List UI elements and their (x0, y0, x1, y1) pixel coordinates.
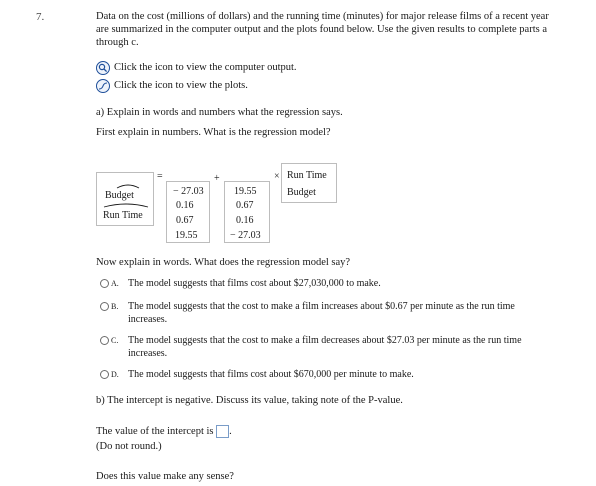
dropdown-option[interactable]: 0.16 (236, 215, 254, 226)
choice-b[interactable] (100, 300, 550, 326)
dropdown-option[interactable]: − 27.03 (173, 186, 204, 197)
dropdown-option[interactable]: 0.67 (236, 200, 254, 211)
choice-text: The model suggests that the cost to make a film decreases about $27.03 per minute as the run time increases. (128, 335, 522, 359)
intercept-dropdown[interactable] (166, 181, 210, 243)
dropdown-option[interactable]: − 27.03 (230, 230, 261, 241)
computer-output-link[interactable] (96, 61, 297, 75)
dropdown-option[interactable]: 19.55 (175, 230, 198, 241)
chart-curve-icon[interactable] (96, 79, 110, 93)
equals-sign: = (157, 171, 163, 182)
choice-text: The model suggests that films cost about $670,000 per minute to make. (128, 369, 414, 380)
intercept-answer-row (96, 425, 232, 439)
words-prompt: Now explain in words. What does the regression model say? (96, 257, 351, 268)
choice-letter: D. (111, 370, 119, 379)
sense-prompt: Does this value make any sense? (96, 471, 234, 482)
radio-button[interactable] (100, 279, 109, 288)
radio-button[interactable] (100, 370, 109, 379)
response-variable-dropdown[interactable] (96, 172, 154, 226)
choice-d[interactable] (100, 368, 550, 381)
magnifier-icon[interactable] (96, 61, 110, 75)
question-intro: Data on the cost (millions of dollars) and the running time (minutes) for major release films of a recent year are summarized in the computer output and the plots found below. Use the given results to complete parts a through c. (96, 11, 549, 48)
plots-link-label[interactable]: Click the icon to view the plots. (114, 80, 248, 92)
part-b-heading: b) The intercept is negative. Discuss its value, taking note of the P-value. (96, 395, 403, 406)
choice-text: The model suggests that the cost to make a film increases about $0.67 per minute as the run time increases. (128, 301, 515, 325)
computer-output-link-label[interactable]: Click the icon to view the computer output. (114, 62, 297, 74)
predictor-variable-dropdown[interactable] (281, 163, 337, 203)
numbers-prompt: First explain in numbers. What is the regression model? (96, 127, 331, 138)
choice-letter: A. (111, 279, 119, 288)
round-note: (Do not round.) (96, 441, 162, 452)
radio-button[interactable] (100, 302, 109, 311)
choice-c[interactable] (100, 334, 550, 360)
intercept-label: The value of the intercept is (96, 426, 214, 437)
plus-sign: + (214, 173, 220, 184)
choice-text: The model suggests that films cost about $27,030,000 to make. (128, 278, 381, 289)
dropdown-option[interactable]: 0.16 (176, 200, 194, 211)
dropdown-option[interactable]: Run Time (287, 170, 327, 181)
question-number: 7. (36, 11, 45, 23)
dropdown-option[interactable]: Run Time (103, 210, 143, 221)
slope-dropdown[interactable] (224, 181, 270, 243)
dropdown-option[interactable]: 0.67 (176, 215, 194, 226)
radio-button[interactable] (100, 336, 109, 345)
hat-symbol (103, 202, 149, 208)
choice-a[interactable] (100, 277, 550, 290)
dropdown-option[interactable]: Budget (287, 187, 316, 198)
dropdown-option[interactable]: 19.55 (234, 186, 257, 197)
intercept-period: . (229, 426, 232, 437)
times-sign: × (274, 171, 280, 182)
part-a-heading: a) Explain in words and numbers what the regression says. (96, 107, 343, 118)
choice-letter: B. (111, 302, 119, 311)
plots-link[interactable] (96, 79, 248, 93)
dropdown-option[interactable]: Budget (105, 190, 134, 201)
choice-letter: C. (111, 336, 119, 345)
intercept-input[interactable] (216, 425, 229, 438)
